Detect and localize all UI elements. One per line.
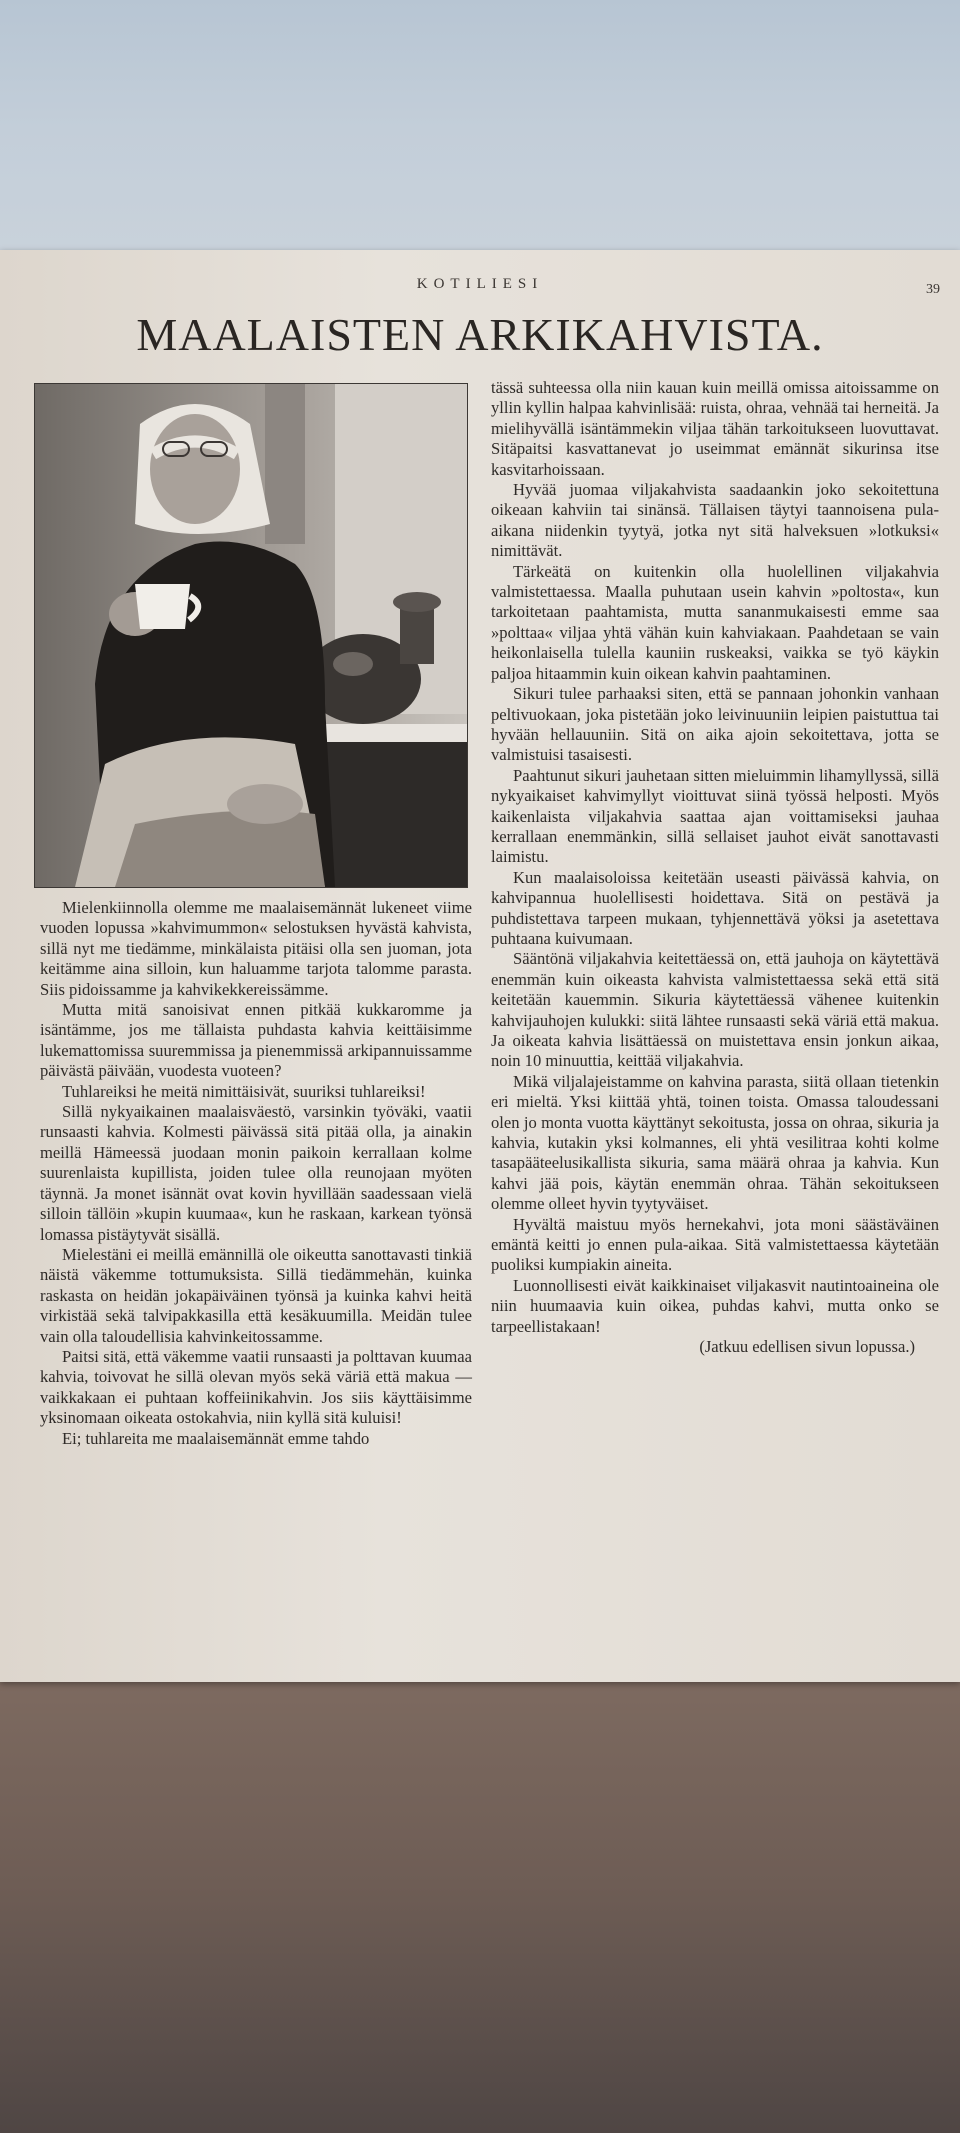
magazine-page bbox=[0, 250, 960, 1682]
right-column bbox=[491, 378, 939, 1358]
paragraph: Luonnollisesti eivät kaikkinaiset viljakasvit nautintoaineina ole niin huumaavia kuin oikea, puhdas kahvi, mutta onko se tarpeellistakaan! bbox=[491, 1275, 939, 1336]
paragraph: Kun maalaisoloissa keitetään useasti päivässä kahvia, on kahvipannua huolellisesti hoidettava. Sitä on pestävä ja puhdistettava tarpeen mukaan, tyhjennettävä yöksi ja asetettava puhtaana kuivumaan. bbox=[491, 867, 939, 948]
elderly-woman-with-coffee-cup-photo bbox=[35, 384, 467, 887]
left-column bbox=[40, 898, 472, 1449]
paragraph: Mikä viljalajeistamme on kahvina parasta, siitä ollaan tietenkin eri mieltä. Yksi kiittää yhtä, toinen toista. Omassa taloudessani olen jo monta vuotta käyttänyt sekoitusta, jossa on ohraa, sikuria ja kahvia, kutakin yksi kolmannes, eli yhtä vesilitraa kohti kolme tasapääteelusikallista sikuria, sama määrä ohraa ja kahvia. Kun kahvi jää pois, käytän enemmän ohraa. Tähän sekoitukseen olemme olleet hyvin tyytyväiset. bbox=[491, 1071, 939, 1214]
paragraph: Ei; tuhlareita me maalaisemännät emme tahdo bbox=[62, 1428, 370, 1448]
paragraph: Sillä nykyaikainen maalaisväestö, varsinkin työväki, vaatii runsaasti kahvia. Kolmesti päivässä sitä pitää olla, ja ainakin meillä Hämeessä juodaan monin paikoin kerrallaan kolme suurenlaista kupillista, joiden tulee olla reunojaan myöten täynnä. Ja monet isännät ovat kovin hyvillään saadessaan vielä silloin tällöin »kupin kuumaa«, kun he raskaan, karkean työnsä lomassa pistäytyvät sisällä. bbox=[40, 1102, 472, 1244]
paragraph: Tärkeätä on kuitenkin olla huolellinen viljakahvia valmistettaessa. Maalla puhutaan usein kahvin »poltosta«, kun tarkoitetaan paahtamista, mutta sananmukaisesti emme saa »polttaa« viljaa yhtä vähän kuin kahviakaan. Paahdetaan se vain heikonlaisella tulella kauniin ruskeaksi, vaikka se työ käykin paljoa hitaammin kuin oikean kahvin paahtaminen. bbox=[491, 561, 939, 683]
background-surface bbox=[0, 1682, 960, 2133]
article-title: MAALAISTEN ARKIKAHVISTA. bbox=[136, 309, 824, 360]
page-number: 39 bbox=[926, 282, 940, 297]
paragraph: Mutta mitä sanoisivat ennen pitkää kukkaromme ja isäntämme, jos me tällaista puhdasta kahvia keittäisimme lukemattomissa suuremmissa ja pienemmissä arkipannuissamme päivästä päivään, vuodesta vuoteen? bbox=[40, 1000, 472, 1081]
paragraph: Tuhlareiksi he meitä nimittäisivät, suuriksi tuhlareiksi! bbox=[62, 1081, 426, 1101]
paragraph: Sääntönä viljakahvia keitettäessä on, että jauhoja on käytettävä enemmän kuin oikeasta kahvista valmistettaessa sekä että sitä keitetään kauemmin. Sikuria käytettäessä vähenee kuitenkin kahvijauhojen kulukki: siitä lähtee runsaasti sekä väriä että makua. Ja oikeata kahvia lisättäessä on muistettava ensin jonkun aikaa, noin 10 minuuttia, keittää viljakahvia. bbox=[491, 949, 939, 1071]
continuation-note: (Jatkuu edellisen sivun lopussa.) bbox=[699, 1337, 915, 1357]
paragraph: Paahtunut sikuri jauhetaan sitten mieluimmin lihamyllyssä, sillä nykyaikaiset kahvimyllyt vioittuvat siinä työssä helposti. Myös kaikenlaista viljakahvia saattaa ajan voittamiseksi jauhaa kerrallaan enemmänkin, sillä sellaiset jauhot eivät sanottavasti laimistu. bbox=[491, 765, 939, 867]
paragraph: Hyvältä maistuu myös hernekahvi, jota moni säästäväinen emäntä keitti jo ennen pula-aikaa. Sitä valmistettaessa käytetään puoliksi kumpiakin aineita. bbox=[491, 1214, 939, 1275]
paragraph: Paitsi sitä, että väkemme vaatii runsaasti ja polttavan kuumaa kahvia, toivovat he sillä olevan myös sekä väriä että makua — vaikkakaan ei puhtaan koffeiinikahvin. Jos siis käyttäisimme yksinomaan oikeata ostokahvia, niin kyllä sitä kuluisi! bbox=[40, 1346, 472, 1428]
paragraph: Mielenkiinnolla olemme me maalaisemännät lukeneet viime vuoden lopussa »kahvimummon« selostuksen hyvästä kahvista, sillä nyt me tiedämme, minkälaista pitäisi olla sen juoman, jota keitämme aina silloin, kun haluamme tarjota talomme parasta. Siis pidoissamme ja kahvikekkereissämme. bbox=[40, 898, 472, 999]
article-photo bbox=[34, 383, 468, 888]
paragraph: Hyvää juomaa viljakahvista saadaankin joko sekoitettuna oikeaan kahviin tai sinänsä. Tällaisen täytyi taannoisena pula-aikana niidenkin tyytyä, jotka nyt sitä halveksuen »lotkuksi« nimittävät. bbox=[491, 480, 939, 561]
running-head: KOTILIESI bbox=[416, 276, 544, 292]
paragraph: Sikuri tulee parhaaksi siten, että se pannaan johonkin vanhaan peltivuokaan, joka pistetään joko leivinuuniin leipien paistuttua tai hyvään hellauuniin. Sitä on aika ajoin sekoitettava, jotta se valmistuisi tasaisesti. bbox=[491, 684, 939, 765]
paragraph: Mielestäni ei meillä emännillä ole oikeutta sanottavasti tinkiä näistä väkemme tottumuksista. Sillä tiedämmehän, kuinka raskasta on heidän jokapäiväinen työnsä ja kuinka kahvi heitä virkistää sekä talvipakkasilla että kesäkuumilla. Meidän tulee vain olla taloudellisia kahvinkeitossamme. bbox=[40, 1244, 472, 1346]
paragraph: tässä suhteessa olla niin kauan kuin meillä omissa aitoissamme on yllin kyllin halpaa kahvinlisää: ruista, ohraa, vehnää tai herneitä. Ja mielihyvällä isäntämmekin viljaa tähän tarkoitukseen luovuttavat. Sitäpaitsi kasvattanevat jo useimmat emännät sikurinsa itse kasvitarhoissaan. bbox=[491, 378, 939, 479]
